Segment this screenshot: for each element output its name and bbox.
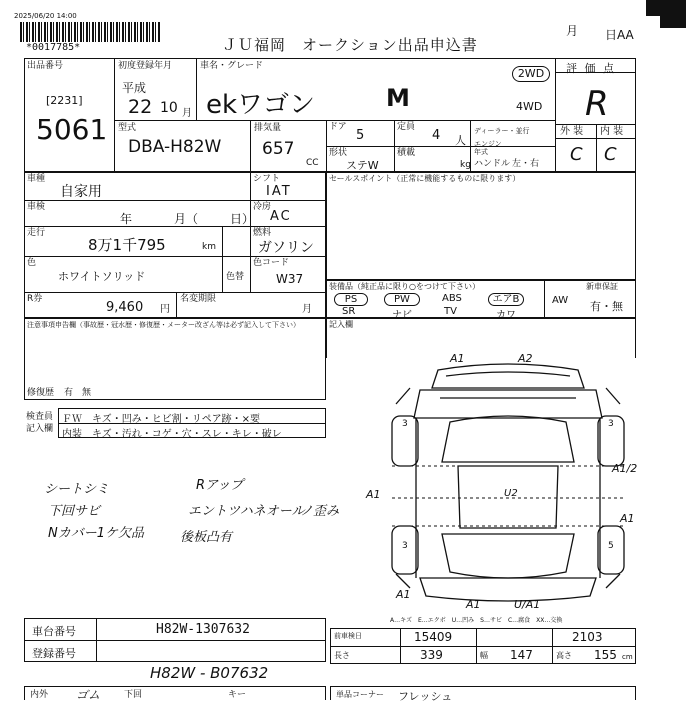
equip-aw: AW (552, 295, 569, 306)
day-label: 日AA (605, 28, 634, 42)
chassis-handwritten: H82W - B07632 (150, 664, 269, 682)
exterior-score: C (570, 144, 583, 165)
damage-mark-5: A1 (620, 512, 635, 525)
damage-mark-1: A1 (450, 352, 465, 365)
damage-legend: A…キズ E…エクボ U…凹み S…サビ C…腐食 XX…交換 (390, 617, 563, 624)
body-style: ステW (346, 159, 379, 172)
svg-text:3: 3 (402, 541, 408, 551)
equipment-label: 装備品（純正品に限り○をつけて下さい） (329, 282, 480, 291)
length-value: 339 (420, 648, 443, 662)
repair-history-label: 修復歴 (27, 388, 55, 398)
drive-2wd: 2WD (512, 66, 550, 82)
mileage-label: 走行 (27, 228, 46, 238)
displacement-value: 657 (262, 139, 295, 159)
equip-navi: ナビ (392, 310, 412, 321)
prev-inspection-label: 前車検日 (334, 632, 362, 640)
equip-tv: TV (444, 306, 457, 317)
registration-label: 初度登録年月 (118, 61, 173, 71)
footer-left-value: ゴム (76, 688, 101, 702)
registration-year: 22 (128, 96, 153, 118)
handle-label: ハンドル (474, 159, 511, 169)
mileage-value: 8万1千795 (88, 236, 166, 254)
corner-marker (646, 0, 686, 16)
inspector-notes-label: 記入欄 (329, 320, 353, 329)
footer-left-label: 内外 (30, 690, 49, 700)
reg-number-label: 登録番号 (32, 647, 76, 660)
shape-label: 形状 (329, 148, 348, 158)
handwritten-note-5: エントツハネオール (188, 504, 305, 519)
inspector-notes (326, 318, 636, 358)
equip-leather: カワ (496, 310, 516, 321)
car-grade: M (386, 84, 410, 112)
handwritten-note-1: シートシミ (44, 482, 110, 497)
registration-month-unit: 月 (182, 108, 192, 119)
chassis-value: H82W-1307632 (156, 622, 250, 637)
lot-number-label: 出品番号 (27, 61, 64, 71)
damage-mark-3: A1 (366, 488, 381, 501)
form-title: ＪＵ福岡 オークション出品申込書 (222, 36, 478, 54)
legend-interior: 内装 キズ・汚れ・コゲ・穴・スレ・キレ・破レ (62, 429, 282, 440)
registration-era: 平成 (122, 81, 147, 95)
car-damage-diagram (380, 358, 636, 608)
footer-middle-label: 下回 (124, 690, 143, 700)
dims-code-2: 2103 (572, 630, 603, 644)
damage-mark-6: A1 (396, 588, 411, 601)
dims-unit: cm (622, 653, 633, 661)
interior-label: 内 装 (600, 126, 624, 137)
handwritten-note-3: Nカバー1ケ欠品 (48, 526, 144, 541)
mileage-unit: km (202, 242, 216, 252)
damage-mark-8: A1 (466, 598, 481, 611)
capacity-value: 4 (432, 128, 441, 143)
inspector-label: 検査員 (26, 412, 54, 422)
selling-points-section (326, 172, 636, 280)
damage-mark-9: A1/2 (612, 462, 638, 475)
footer-left (24, 686, 326, 700)
legend-exterior: ＦＷ キズ・凹み・ヒビ割・リペア跡・×要 (62, 414, 260, 425)
corner-marker-2 (660, 16, 686, 28)
width-value: 147 (510, 648, 533, 662)
equip-airbag: エアB (488, 293, 524, 306)
length-label: 長さ (334, 651, 350, 660)
score-label: 評 価 点 (566, 62, 616, 75)
lot-number: 5061 (36, 113, 108, 146)
equip-ps: PS (334, 293, 368, 306)
month-label: 月 (566, 24, 579, 38)
color-change-label: 色替 (226, 272, 245, 282)
shift-label: シフト (253, 174, 281, 184)
engine-label: エンジン (474, 140, 502, 148)
drive-4wd: 4WD (516, 100, 543, 113)
recycle-label: R券 (27, 294, 43, 304)
color-value: ホワイトソリッド (58, 270, 146, 283)
recycle-unit: 円 (160, 304, 170, 315)
equip-abs: ABS (442, 293, 462, 304)
shift-value: IAT (266, 184, 292, 199)
equip-sr: SR (342, 306, 356, 317)
inspection-day-label: 日） (230, 212, 255, 226)
load-label: 積載 (397, 148, 416, 158)
car-name-label: 車名・グレード (200, 61, 264, 71)
doors-label: ドア (329, 122, 347, 132)
dealer-label: ディーラー・並行 (474, 127, 530, 135)
damage-mark-7: U/A1 (514, 598, 541, 611)
model-value: DBA-H82W (128, 137, 222, 157)
usage-label: 車種 (27, 174, 46, 184)
interior-score: C (604, 144, 617, 165)
barcode (20, 22, 160, 42)
repair-history-value: 有 無 (64, 388, 92, 398)
height-label: 高さ (556, 651, 572, 660)
capacity-label: 定員 (397, 122, 416, 132)
handwritten-note-4: Rアップ (196, 478, 244, 493)
capacity-unit: 人 (455, 134, 466, 147)
footer-right-label: キー (228, 690, 247, 700)
inspection-label: 車検 (27, 202, 46, 212)
doors-value: 5 (356, 128, 365, 143)
freshness-value: フレッシュ (398, 690, 453, 703)
damage-mark-2: A2 (518, 352, 533, 365)
freshness-label: 単品コーナー (336, 690, 384, 699)
damage-mark-4: U2 (504, 488, 518, 499)
name-change-deadline-label: 名変期限 (180, 294, 217, 304)
equip-pw: PW (384, 293, 420, 306)
exterior-label: 外 装 (560, 126, 584, 137)
notes-label: 注意事項申告欄（事故歴・冠水歴・修復歴・メーター改ざん等は必ず記入して下さい） (27, 321, 300, 329)
model-label: 型式 (118, 123, 137, 133)
color-label: 色 (27, 258, 37, 268)
car-name: ekワゴン (206, 90, 316, 120)
registration-month: 10 (160, 100, 178, 116)
handwritten-note-7: 後板凸有 (180, 530, 233, 545)
new-car-warranty-value: 有・無 (590, 300, 623, 313)
barcode-number: *0017785* (26, 42, 81, 53)
fuel-value: ガソリン (258, 240, 314, 256)
timestamp: 2025/06/20 14:00 (14, 12, 77, 20)
inspection-month-label: 月（ (174, 212, 199, 226)
displacement-unit: CC (306, 158, 319, 168)
ac-value: AC (270, 209, 292, 224)
width-label: 幅 (480, 651, 488, 660)
year-label: 年式 (474, 148, 488, 156)
handle-options: 左・右 (512, 159, 540, 169)
ac-label: 冷房 (253, 202, 272, 212)
chassis-label: 車台番号 (32, 625, 76, 638)
dims-code-1: 15409 (414, 630, 453, 644)
height-value: 155 (594, 648, 617, 662)
lot-sub-number: [2231] (46, 94, 83, 107)
svg-text:5: 5 (608, 541, 614, 551)
handwritten-note-2: 下回サビ (48, 504, 101, 519)
handwritten-note-6: ノ歪み (300, 504, 340, 519)
svg-text:3: 3 (402, 419, 408, 429)
score-value: R (585, 84, 609, 124)
selling-points-label: セールスポイント（正常に機能するものに限ります） (329, 174, 521, 183)
usage-value: 自家用 (60, 184, 102, 200)
load-unit: kg (460, 160, 471, 170)
recycle-value: 9,460 (106, 300, 144, 315)
displacement-label: 排気量 (254, 123, 282, 133)
svg-text:3: 3 (608, 419, 614, 429)
color-code-label: 色コード (253, 258, 290, 268)
fill-label: 記入欄 (26, 424, 54, 434)
fuel-label: 燃料 (253, 228, 272, 238)
color-code: W37 (276, 272, 304, 286)
new-car-warranty-label: 新車保証 (586, 282, 618, 291)
inspection-year-label: 年 (120, 212, 133, 226)
deadline-month-unit: 月 (302, 304, 312, 315)
